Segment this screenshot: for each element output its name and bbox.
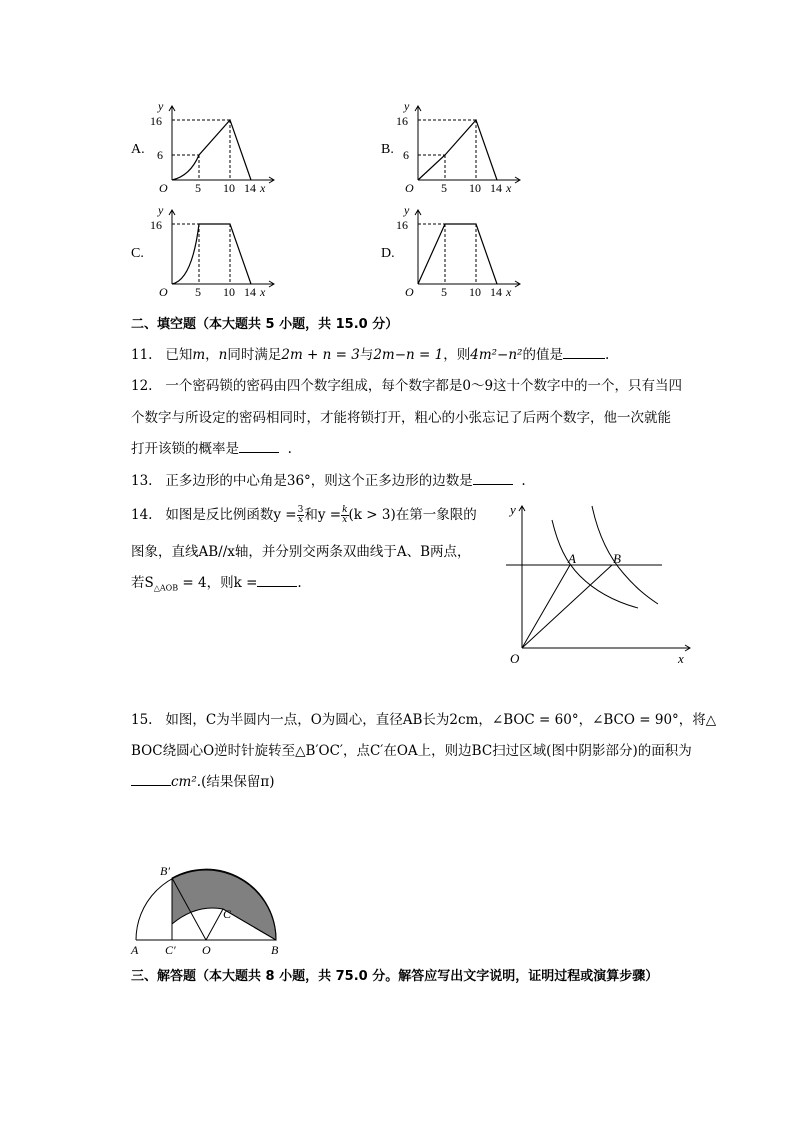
q14-end: . [297,575,302,591]
figure-hyperbolas [504,500,704,670]
option-label-b: B. [381,142,394,157]
question-14-line2: 图象，直线AB//x轴，并分别交两条双曲线于A、B两点， [131,544,471,560]
q11-text: ，则 [443,347,471,363]
q11-text: 已知 [165,347,193,363]
q11-equation-1: 2m + n = 3 [281,347,360,363]
question-11 [131,343,609,363]
point-b-prime-label: B′ [160,864,170,878]
q14-subscript: △AOB [153,583,179,593]
axis-y-label: y [404,99,410,113]
q11-text: 同时满足 [227,347,282,363]
q14-text: 若S [131,575,154,591]
q12-text: 打开该锁的概率是 [131,441,239,457]
tick-y-16: 16 [150,114,162,128]
origin-label: O [405,181,414,195]
answer-blank [131,773,171,786]
question-12-line2: 个数字与所设定的密码相同时，才能将锁打开，粗心的小张忘记了后两个数字，他一次就能 [131,410,671,426]
q15-note: (结果保留π) [201,774,275,790]
origin-label: O [159,181,168,195]
tick-x-5: 5 [441,181,447,195]
option-graph-d [398,204,528,299]
question-12-line1 [131,374,682,394]
option-graph-a [152,100,282,195]
option-graph-c [152,204,282,299]
q12-text: 一个密码锁的密码由四个数字组成，每个数字都是0～9这十个数字中的一个，只有当四 [165,378,683,394]
point-a-label: A [568,551,576,566]
point-a-label: A [131,943,139,957]
question-15-line1 [131,708,716,728]
q11-var-m: m [192,347,206,363]
answer-blank [563,346,605,359]
tick-x-5: 5 [195,181,201,195]
tick-x-10: 10 [223,181,235,195]
tick-x-14: 14 [490,181,502,195]
axis-x-label: x [506,285,512,299]
tick-x-5: 5 [441,285,447,299]
question-15-line3 [131,770,274,790]
tick-x-10: 10 [469,181,481,195]
tick-x-5: 5 [195,285,201,299]
question-13 [131,469,526,489]
question-number: 11. [131,347,153,363]
tick-x-10: 10 [223,285,235,299]
q12-end: . [287,441,292,457]
option-graph-b [398,100,528,195]
axis-x-label: x [260,285,266,299]
q11-expression: 4m²−n² [470,347,523,363]
question-number: 14. [131,507,153,523]
q11-equation-2: 2m−n = 1 [373,347,444,363]
tick-y-16: 16 [396,114,408,128]
origin-label: O [405,285,414,299]
answer-blank [473,472,513,485]
question-14-line3 [131,571,302,593]
numerator: 3 [297,505,304,515]
question-number: 13. [131,473,153,489]
denominator: x [297,515,303,525]
numerator: k [342,505,348,515]
point-c-label: C [223,907,232,921]
q11-end: . [604,347,610,363]
tick-x-14: 14 [244,181,256,195]
q11-text: 的值是 [522,347,563,363]
q14-text: 和y = [304,507,342,523]
answer-blank [257,574,297,587]
figure-semicircle [126,858,296,958]
q13-text: 正多边形的中心角是36°，则这个正多边形的边数是 [165,473,473,489]
section-heading-fill-in: 二、填空题（本大题共 5 小题，共 15.0 分） [131,317,399,332]
question-12-line3 [131,437,292,457]
q14-text: 如图是反比例函数y = [165,507,297,523]
point-c-prime-label: C′ [165,943,176,957]
axis-y-label: y [510,502,516,517]
option-label-c: C. [131,246,144,261]
axis-x-label: x [506,181,512,195]
tick-x-14: 14 [244,285,256,299]
point-b-label: B [613,551,621,566]
tick-x-14: 14 [490,285,502,299]
answer-blank [239,440,279,453]
origin-label: O [510,651,520,666]
denominator: x [342,515,348,525]
axis-y-label: y [158,203,164,217]
point-o-label: O [202,943,211,957]
tick-y-6: 6 [403,148,409,162]
section-heading-solutions: 三、解答题（本大题共 8 小题，共 75.0 分。解答应写出文字说明，证明过程或演算步骤） [131,969,659,984]
q11-var-n: n [218,347,228,363]
q11-text: 与 [359,347,374,363]
q15-unit: cm². [171,774,202,790]
question-15-line2: BOC绕圆心O逆时针旋转至△B′OC′，点C′在OA上，则边BC扫过区域(图中阴影部分)的面积为 [131,743,692,759]
fraction-k-over-x [341,506,348,525]
q13-end: . [521,473,526,489]
q14-text: = 4，则k = [178,575,258,591]
question-14-line1 [131,503,477,525]
origin-label: O [159,285,168,299]
tick-y-16: 16 [150,218,162,232]
tick-y-6: 6 [157,148,163,162]
axis-y-label: y [158,99,164,113]
axis-y-label: y [404,203,410,217]
option-label-d: D. [381,246,395,261]
q15-text: 如图，C为半圆内一点，O为圆心，直径AB长为2cm，∠BOC = 60°，∠BCO = 90°，将△ [165,712,717,728]
tick-y-16: 16 [396,218,408,232]
question-number: 12. [131,378,153,394]
point-b-label: B [271,943,279,957]
question-number: 15. [131,712,153,728]
tick-x-10: 10 [469,285,481,299]
q11-sep: ， [205,347,219,363]
q14-text: (k > 3)在第一象限的 [348,507,477,523]
option-label-a: A. [131,142,145,157]
axis-x-label: x [260,181,266,195]
axis-x-label: x [678,651,684,666]
